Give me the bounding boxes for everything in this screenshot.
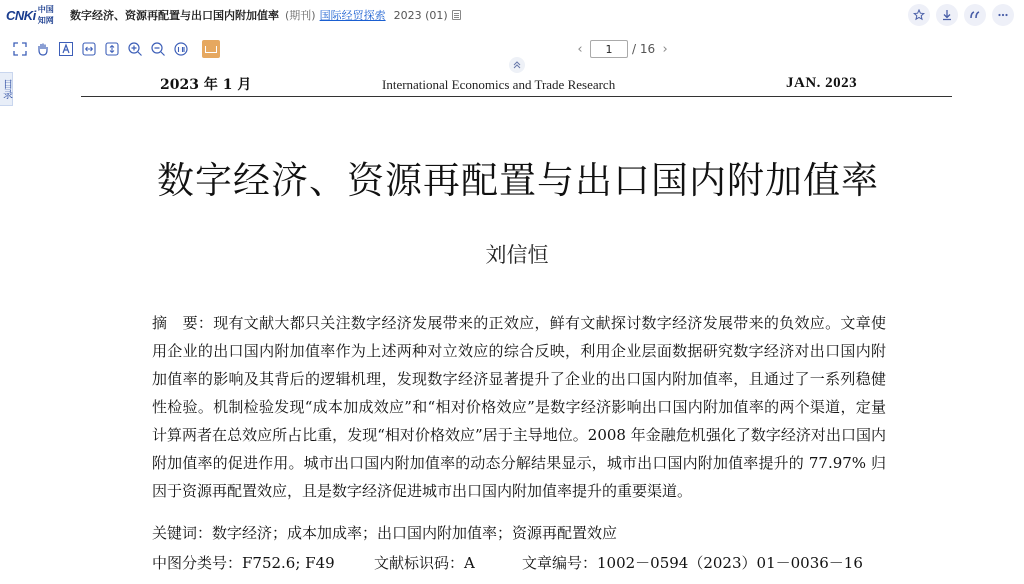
abstract-label: 摘 要： <box>152 314 214 332</box>
header-journal-en: International Economics and Trade Research <box>382 77 616 92</box>
cite-button[interactable] <box>964 4 986 26</box>
abstract <box>152 309 886 505</box>
fit-height-icon <box>104 41 120 57</box>
top-actions <box>908 4 1014 26</box>
document-title: 数字经济、资源再配置与出口国内附加值率 <box>70 9 279 22</box>
star-icon <box>913 9 925 21</box>
logo-mark: CNKi <box>6 7 36 23</box>
issue-label: 2023 (01) <box>393 8 448 22</box>
hand-tool-button[interactable] <box>35 41 51 57</box>
abstract-text: 现有文献大都只关注数字经济发展带来的正效应，鲜有文献探讨数字经济发展带来的负效应。文章使用企业的出口国内附加值率作为上述两种对立效应的综合反映，利用企业层面数据研究数字经济对出口国内附加值率的影响及其背后的逻辑机理，发现数字经济显著提升了企业的出口国内附加值率，且通过了一系列稳健性检验。机制检验发现“成本加成效应”和“相对价格效应”是数字经济影响出口国内附加值率的两个渠道，定量计算两者在总效应所占比重，发现“相对价格效应”居于主导地位。2008 年金融危机强化了数字经济对出口国内附加值率的促进作用。城市出口国内附加值率的动态分解结果显示，城市出口国内附加值率提升的 77.97% 归因于资源再配置效应，且是数字经济促进城市出口国内附加值率提升的重要渠道。 <box>152 314 886 500</box>
journal-link[interactable]: 国际经贸探索 <box>319 9 386 22</box>
zoom-in-icon <box>127 41 143 57</box>
text-select-icon <box>58 41 74 57</box>
keywords: 关键词：数字经济；成本加成率；出口国内附加值率；资源再配置效应 <box>152 524 618 542</box>
page-navigator <box>574 40 671 58</box>
title-bar <box>0 0 1024 30</box>
zoom-out-icon <box>150 41 166 57</box>
favorite-button[interactable] <box>908 4 930 26</box>
print-button[interactable] <box>202 40 220 58</box>
more-icon <box>997 9 1009 21</box>
fit-width-button[interactable] <box>81 41 97 57</box>
zoom-in-button[interactable] <box>127 41 143 57</box>
prev-page-icon[interactable]: ‹ <box>577 41 583 57</box>
document-code: 文献标识码：A <box>374 554 475 572</box>
quote-icon <box>969 9 981 21</box>
document-type: (期刊) <box>285 9 316 22</box>
fullscreen-icon <box>12 41 28 57</box>
header-rule <box>81 96 952 97</box>
header-date-en: JAN. 2023 <box>786 75 858 91</box>
header-date-cn: 2023 年 1 月 <box>160 77 252 93</box>
text-select-button[interactable] <box>58 41 74 57</box>
page-number-input[interactable] <box>590 40 628 58</box>
hand-icon <box>35 41 51 57</box>
total-pages: / 16 <box>632 42 656 56</box>
zoom-out-button[interactable] <box>150 41 166 57</box>
article-number: 文章编号：1002－0594（2023）01－0036－16 <box>522 554 863 572</box>
fullscreen-button[interactable] <box>12 41 28 57</box>
more-button[interactable] <box>992 4 1014 26</box>
download-icon <box>941 9 953 21</box>
classification-line <box>152 552 912 573</box>
article-title: 数字经济、资源再配置与出口国内附加值率 <box>157 159 879 202</box>
logo-cn: 中国知网 <box>37 5 54 25</box>
cnki-logo[interactable] <box>6 6 58 24</box>
fit-width-icon <box>81 41 97 57</box>
clc-number: 中图分类号：F752.6; F49 <box>152 554 335 572</box>
actual-size-icon <box>173 41 189 57</box>
fit-height-button[interactable] <box>104 41 120 57</box>
issue-list-icon[interactable] <box>452 10 461 20</box>
article-author: 刘信恒 <box>485 243 549 267</box>
toc-tab[interactable]: 目录 <box>0 72 13 106</box>
document-page <box>18 62 1018 584</box>
tool-group <box>12 40 220 58</box>
actual-size-button[interactable] <box>173 41 189 57</box>
next-page-icon[interactable]: › <box>662 41 668 57</box>
download-button[interactable] <box>936 4 958 26</box>
